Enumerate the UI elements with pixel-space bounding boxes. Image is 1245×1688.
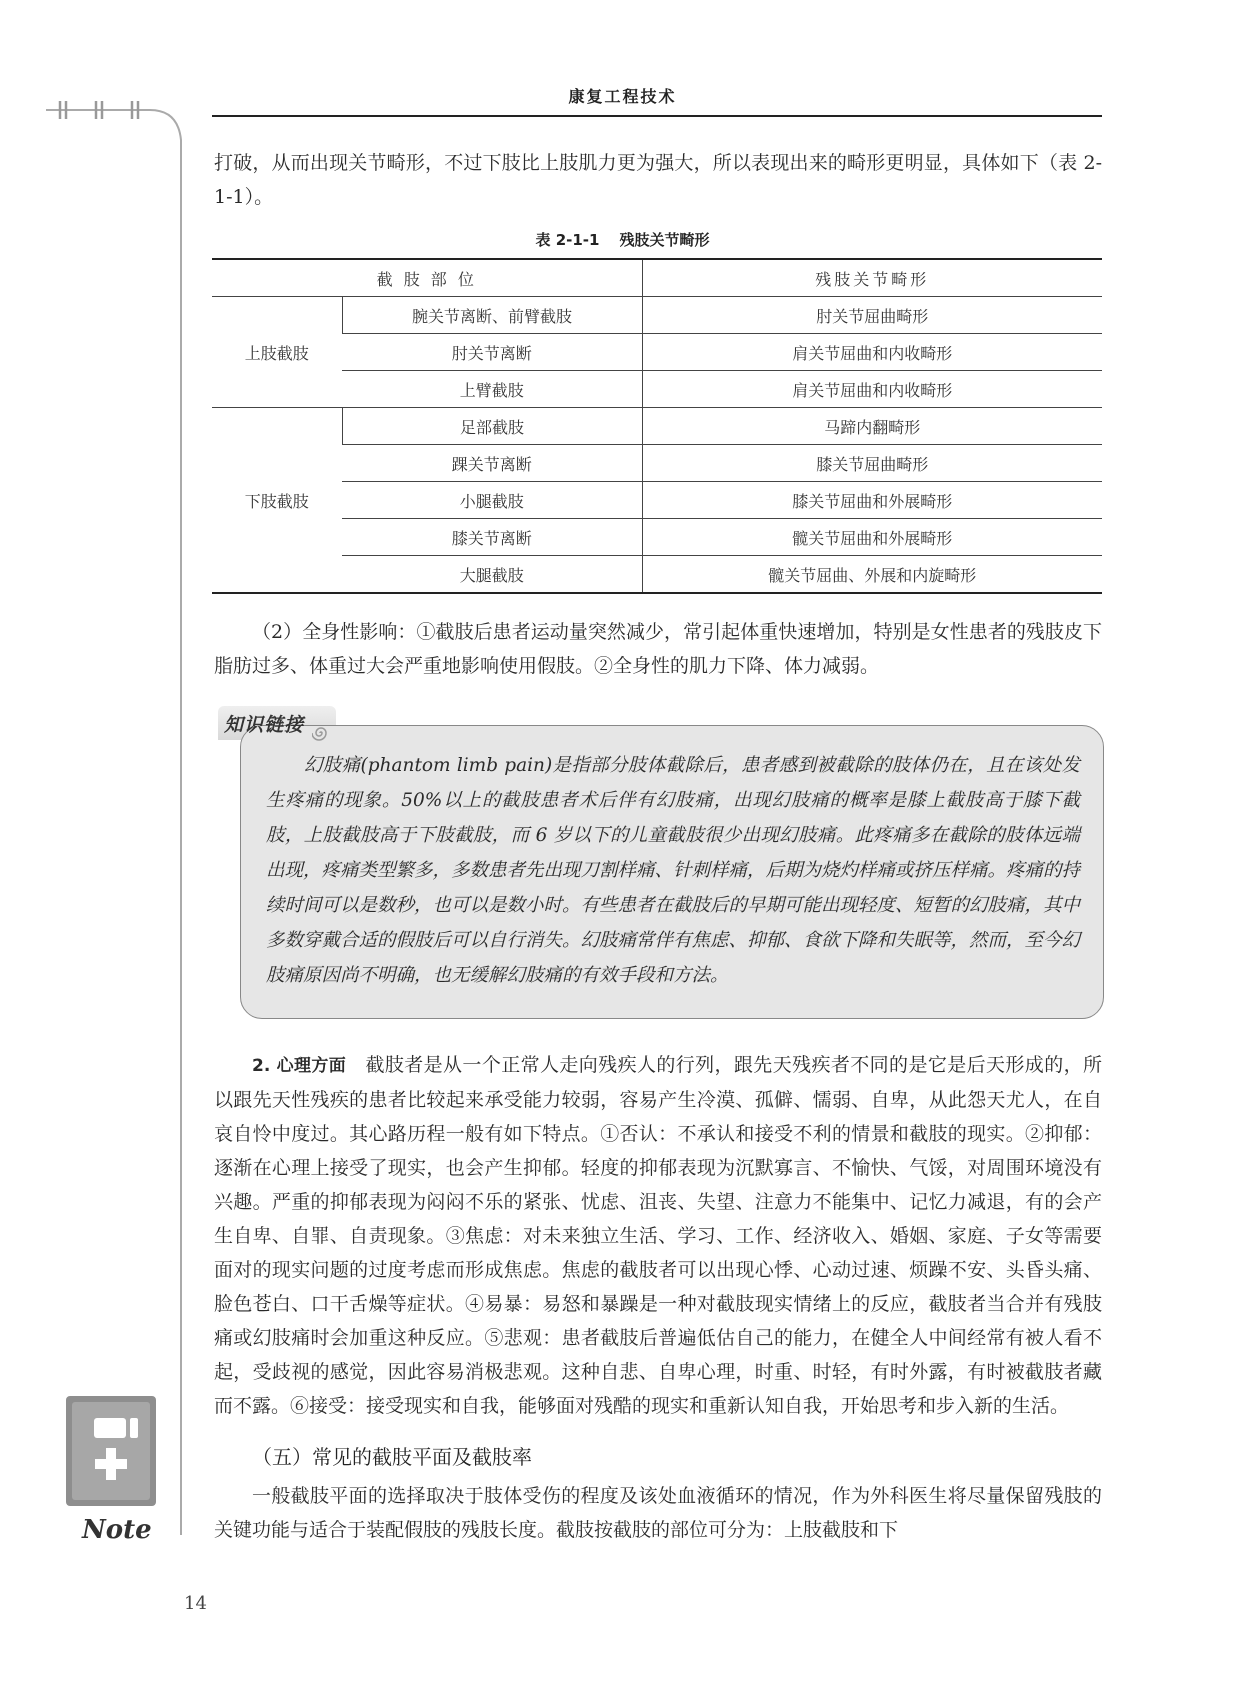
table-header-row: [212, 259, 1102, 297]
table-caption: [0, 229, 1245, 250]
swirl-icon: [312, 724, 330, 742]
site-cell: 腕关节离断、前臂截肢: [342, 297, 642, 334]
table-row: [212, 556, 1102, 594]
deformity-cell: 肩关节屈曲和内收畸形: [642, 334, 1102, 371]
notebook-icon: [66, 1396, 162, 1512]
header-cell-deformity: 残肢关节畸形: [642, 259, 1102, 297]
intro-paragraph: 打破，从而出现关节畸形，不过下肢比上肢肌力更为强大，所以表现出来的畸形更明显，具体如下（表 2-1-1）。: [214, 152, 1102, 208]
running-header-title: 康复工程技术: [568, 87, 677, 106]
table-row: [212, 445, 1102, 482]
deformity-cell: 髋关节屈曲和外展畸形: [642, 519, 1102, 556]
note-label: Note: [82, 1515, 152, 1545]
header-rule: [212, 115, 1102, 117]
psychology-text: 截肢者是从一个正常人走向残疾人的行列，跟先天残疾者不同的是它是后天形成的，所以跟先天性残疾的患者比较起来承受能力较弱，容易产生冷漠、孤僻、懦弱、自卑，从此怨天尤人，在自哀自怜中度过。其心路历程一般有如下特点。①否认：不承认和接受不利的情景和截肢的现实。②抑郁：逐渐在心理上接受了现实，也会产生抑郁。轻度的抑郁表现为沉默寡言、不愉快、气馁，对周围环境没有兴趣。严重的抑郁表现为闷闷不乐的紧张、忧虑、沮丧、失望、注意力不能集中、记忆力减退，有的会产生自卑、自罪、自责现象。③焦虑：对未来独立生活、学习、工作、经济收入、婚姻、家庭、子女等需要面对的现实问题的过度考虑而形成焦虑。焦虑的截肢者可以出现心悸、心动过速、烦躁不安、头昏头痛、脸色苍白、口干舌燥等症状。④易暴：易怒和暴躁是一种对截肢现实情绪上的反应，截肢者当合并有残肢痛或幻肢痛时会加重这种反应。⑤悲观：患者截肢后普遍低估自己的能力，在健全人中间经常有被人看不起，受歧视的感觉，因此容易消极悲观。这种自悲、自卑心理，时重、时轻，有时外露，有时被截肢者藏而不露。⑥接受：接受现实和自我，能够面对残酷的现实和重新认知自我，开始思考和步入新的生活。: [214, 1054, 1102, 1417]
table-caption-number: 表 2-1-1: [535, 231, 600, 249]
psychology-paragraph: [214, 1048, 1102, 1423]
section-heading: （五）常见的截肢平面及截肢率: [252, 1445, 532, 1469]
knowledge-link-title: 知识链接: [224, 714, 305, 736]
site-cell: 踝关节离断: [342, 445, 642, 482]
header-cell-site: 截 肢 部 位: [376, 269, 477, 289]
deformity-cell: 肩关节屈曲和内收畸形: [642, 371, 1102, 408]
table-row: [212, 334, 1102, 371]
group-cell-lower: 下肢截肢: [212, 408, 342, 594]
group-cell-upper: 上肢截肢: [212, 297, 342, 408]
deformity-cell: 肘关节屈曲畸形: [642, 297, 1102, 334]
site-cell: 膝关节离断: [342, 519, 642, 556]
deformity-cell: 膝关节屈曲和外展畸形: [642, 482, 1102, 519]
table-row: [212, 297, 1102, 334]
knowledge-link-text: 幻肢痛(phantom limb pain)是指部分肢体截除后，患者感到被截除的肢体仍在，且在该处发生疼痛的现象。50%以上的截肢患者术后伴有幻肢痛，出现幻肢痛的概率是膝上截肢高于膝下截肢，上肢截肢高于下肢截肢，而 6 岁以下的儿童截肢很少出现幻肢痛。此疼痛多在截除的肢体远端出现，疼痛类型繁多，多数患者先出现刀割样痛、针刺样痛，后期为烧灼样痛或挤压样痛。疼痛的持续时间可以是数秒，也可以是数小时。有些患者在截肢后的早期可能出现轻度、短暂的幻肢痛，其中多数穿戴合适的假肢后可以自行消失。幻肢痛常伴有焦虑、抑郁、食欲下降和失眠等，然而，至今幻肢痛原因尚不明确，也无缓解幻肢痛的有效手段和方法。: [266, 755, 1081, 986]
site-cell: 小腿截肢: [342, 482, 642, 519]
systemic-effects-paragraph: （2）全身性影响：①截肢后患者运动量突然减少，常引起体重快速增加，特别是女性患者的残肢皮下脂肪过多、体重过大会严重地影响使用假肢。②全身性的肌力下降、体力减弱。: [214, 621, 1102, 677]
page-number: 14: [184, 1593, 207, 1614]
amputation-level-paragraph: 一般截肢平面的选择取决于肢体受伤的程度及该处血液循环的情况，作为外科医生将尽量保留残肢的关键功能与适合于装配假肢的残肢长度。截肢按截肢的部位可分为：上肢截肢和下: [214, 1485, 1102, 1541]
site-cell: 大腿截肢: [342, 556, 642, 594]
deformity-cell: 马蹄内翻畸形: [642, 408, 1102, 445]
site-cell: 上臂截肢: [342, 371, 642, 408]
site-cell: 肘关节离断: [342, 334, 642, 371]
table-caption-title: 残肢关节畸形: [619, 231, 710, 249]
deformity-table: [212, 258, 1102, 594]
table-row: [212, 371, 1102, 408]
table-row: [212, 408, 1102, 445]
deformity-cell: 髋关节屈曲、外展和内旋畸形: [642, 556, 1102, 594]
table-row: [212, 482, 1102, 519]
deformity-cell: 膝关节屈曲畸形: [642, 445, 1102, 482]
table-row: [212, 519, 1102, 556]
site-cell: 足部截肢: [342, 408, 642, 445]
psychology-lead: 2. 心理方面: [252, 1056, 347, 1076]
